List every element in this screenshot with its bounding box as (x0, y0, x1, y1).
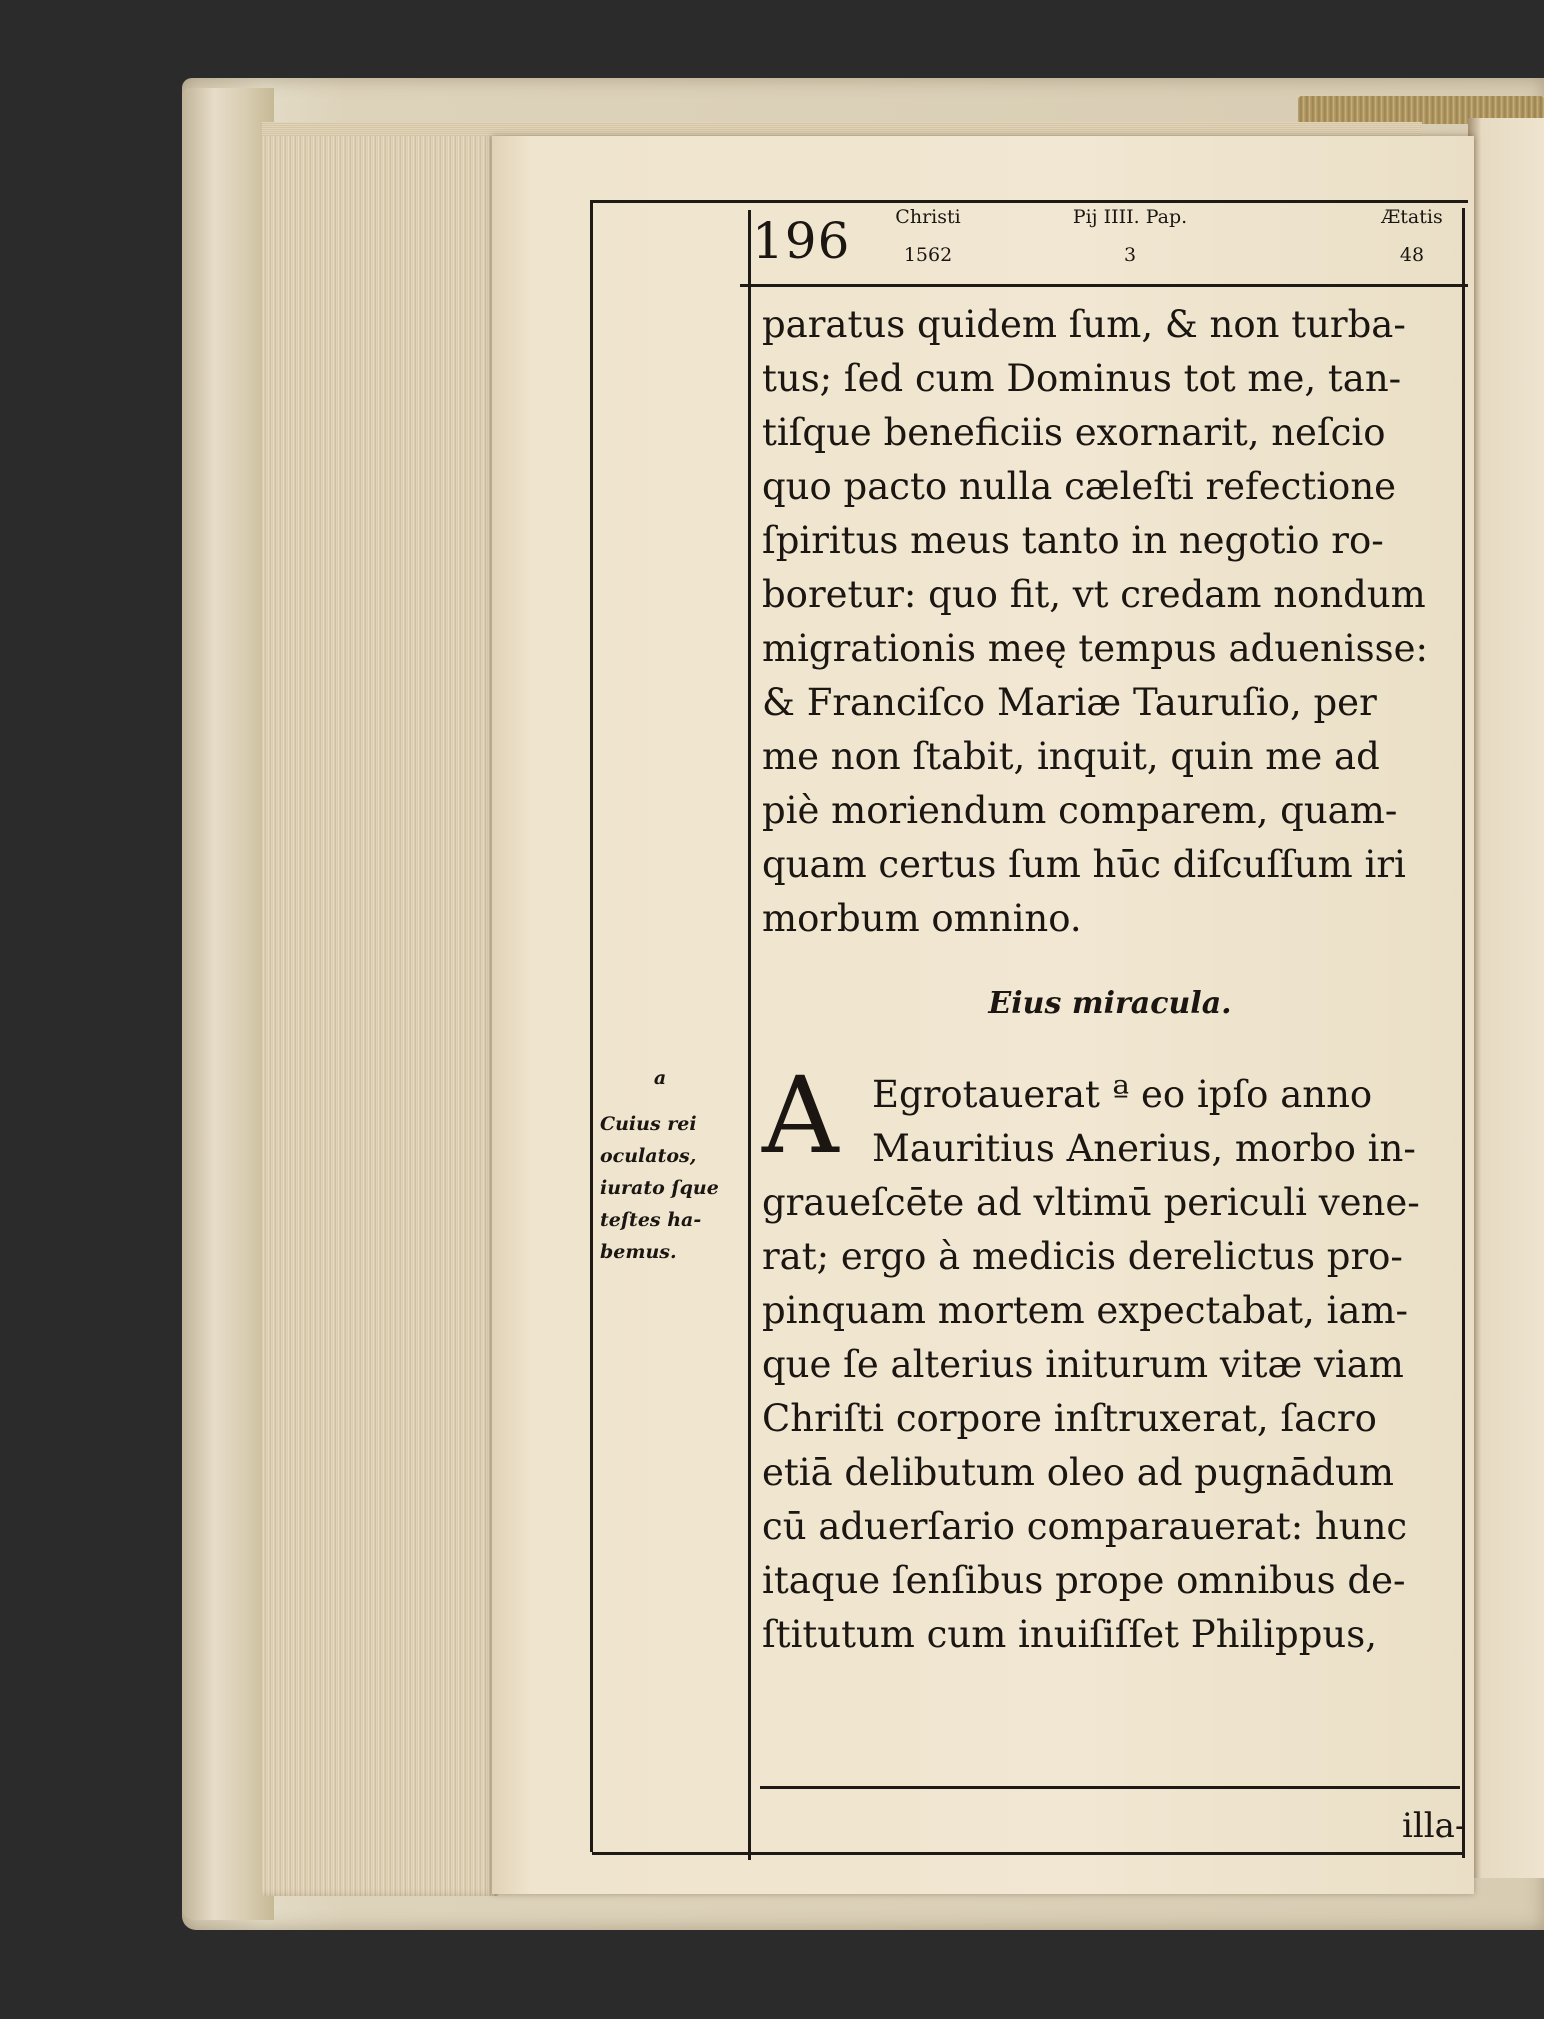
text-line: migrationis meę tempus aduenisse: (762, 627, 1428, 670)
column-divider (748, 210, 751, 1860)
text-line: tus; ſed cum Dominus tot me, tan- (762, 357, 1402, 400)
text-line: cū aduerſario comparauerat: hunc (762, 1505, 1408, 1548)
section-heading: Eius miracula. (988, 986, 1232, 1021)
header-aetatis-label: Ætatis (1381, 206, 1443, 228)
text-line: etiā delibutum oleo ad pugnādum (762, 1451, 1394, 1494)
text-line: rat; ergo à medicis derelictus pro- (762, 1235, 1403, 1278)
header-rule-top (590, 200, 1468, 203)
text-line: tiſque beneficiis exornarit, neſcio (762, 411, 1386, 454)
footer-rule-lower (592, 1852, 1464, 1855)
header-pope-value: 3 (1123, 244, 1137, 266)
text-line: quo pacto nulla cæleſti refectione (762, 465, 1397, 508)
text-line: me non ſtabit, inquit, quin me ad (762, 735, 1380, 778)
book-cover-edge (182, 88, 274, 1920)
margin-note-line: bemus. (600, 1241, 677, 1263)
header-rule-bottom (740, 284, 1468, 287)
drop-cap-letter: A (762, 1054, 839, 1177)
header-christi-value: 1562 (903, 244, 953, 266)
margin-note-line: teſtes ha- (600, 1209, 702, 1231)
page-block-edge (262, 126, 498, 1896)
page-block-top (262, 122, 1422, 136)
text-line: Mauritius Anerius, morbo in- (872, 1127, 1416, 1170)
margin-note-line: iurato ſque (600, 1177, 719, 1199)
header-aetatis-value: 48 (1399, 244, 1425, 266)
margin-note-line: oculatos, (600, 1145, 697, 1167)
header-pope-label: Pij IIII. Pap. (1072, 206, 1188, 228)
text-line: morbum omnino. (762, 897, 1082, 940)
text-line: itaque ſenſibus prope omnibus de- (762, 1559, 1406, 1602)
text-line: quam certus ſum hūc diſcuſſum iri (762, 843, 1406, 886)
facing-page-edge (1468, 118, 1544, 1878)
text-line: Egrotauerat ª eo ipſo anno (872, 1073, 1373, 1116)
text-line: que ſe alterius initurum vitæ viam (762, 1343, 1404, 1386)
catchword: illa- (1402, 1806, 1467, 1846)
text-line: piè moriendum comparem, quam- (762, 789, 1398, 832)
text-line: pinquam mortem expectabat, iam- (762, 1289, 1409, 1332)
header-christi-label: Christi (895, 206, 961, 228)
text-line: graueſcēte ad vltimū periculi vene- (762, 1181, 1420, 1224)
margin-note-line: Cuius rei (600, 1113, 697, 1135)
outer-frame-left (590, 200, 593, 1852)
margin-note-marker: a (653, 1067, 667, 1089)
text-line: ſpiritus meus tanto in negotio ro- (762, 519, 1384, 562)
text-line: ſtitutum cum inuiſiſſet Philippus, (762, 1613, 1377, 1656)
text-line: & Franciſco Mariæ Tauruſio, per (762, 681, 1377, 724)
outer-frame-right (1462, 208, 1465, 1858)
text-line: boretur: quo fit, vt credam nondum (762, 573, 1426, 616)
footer-rule-upper (760, 1786, 1460, 1789)
text-line: Chriſti corpore inſtruxerat, ſacro (762, 1397, 1377, 1440)
page-number: 196 (752, 212, 851, 270)
text-line: paratus quidem ſum, & non turba- (762, 303, 1406, 346)
